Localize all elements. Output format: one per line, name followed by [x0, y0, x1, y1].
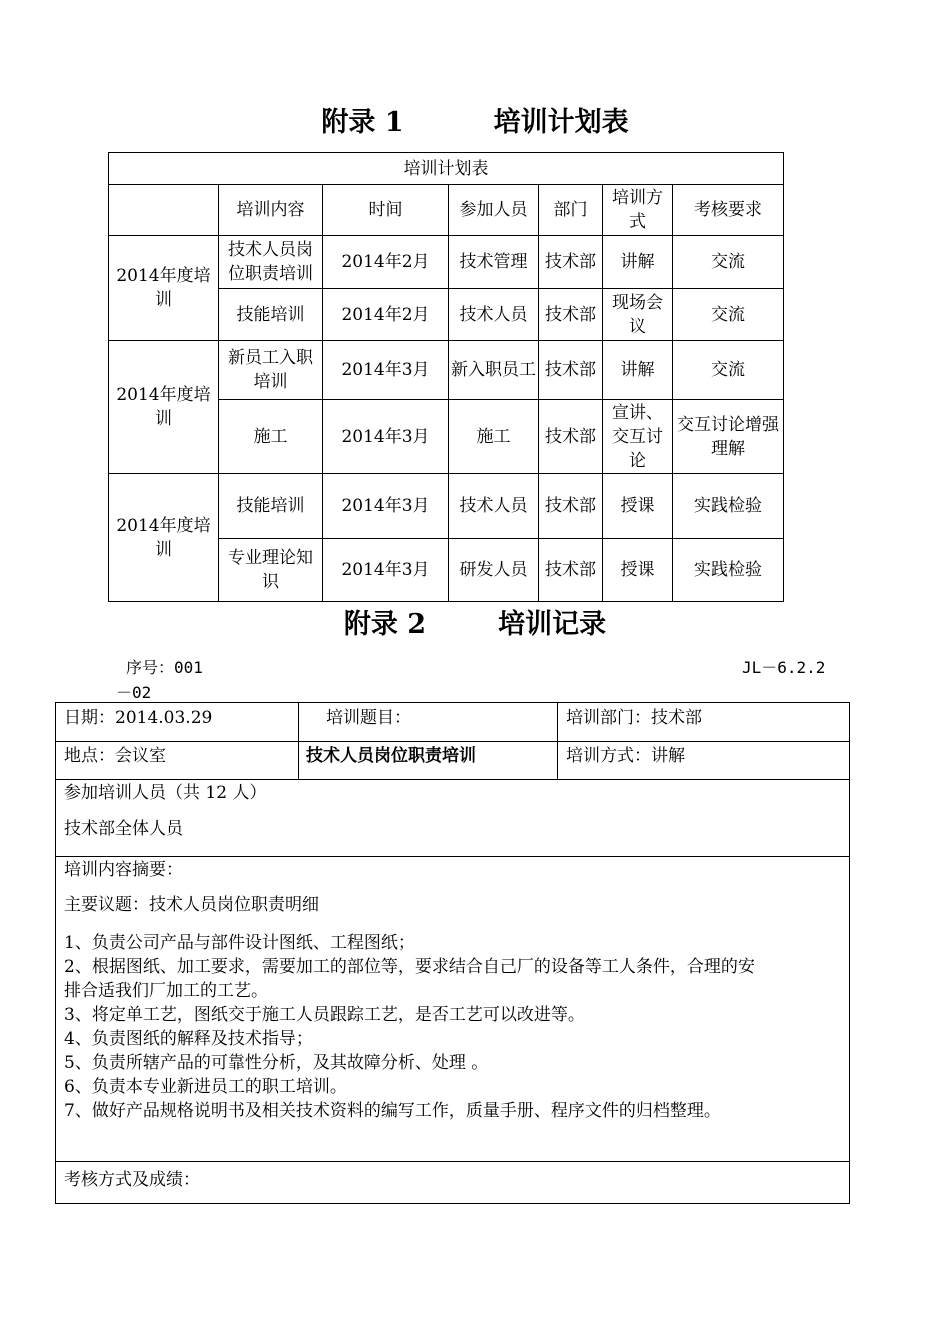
table-cell: 授课: [603, 539, 673, 602]
table-cell: 技术部: [539, 289, 603, 341]
table-row: [109, 236, 784, 289]
participants-label: 参加培训人员（共 12 人）: [64, 783, 267, 803]
table-cell: 新员工入职培训: [219, 341, 323, 400]
table-cell: 施工: [449, 400, 539, 474]
plan-table-header-row: [109, 185, 784, 236]
list-item: 5、负责所辖产品的可靠性分析，及其故障分析、处理 。: [64, 1053, 489, 1073]
record-column-divider: [298, 703, 299, 779]
table-cell: 讲解: [603, 341, 673, 400]
appendix2-heading: [0, 602, 950, 642]
table-cell: 施工: [219, 400, 323, 474]
table-cell: 技术部: [539, 236, 603, 289]
table-cell: 现场会议: [603, 289, 673, 341]
training-plan-table: [108, 152, 784, 602]
summary-label: 培训内容摘要：: [64, 860, 183, 880]
table-cell: 2014年2月: [323, 236, 449, 289]
list-item: 3、将定单工艺，图纸交于施工人员跟踪工艺，是否工艺可以改进等。: [64, 1005, 585, 1025]
record-date: 日期：2014.03.29: [64, 708, 213, 728]
table-cell: 授课: [603, 474, 673, 539]
list-item: 6、负责本专业新进员工的职工培训。: [64, 1077, 347, 1097]
header-cell: 考核要求: [673, 185, 784, 236]
group-label-cell: 2014年度培训: [109, 474, 219, 602]
table-row: [109, 341, 784, 400]
plan-table-caption: 培训计划表: [109, 153, 784, 185]
table-cell: 技术人员: [449, 289, 539, 341]
table-cell: 实践检验: [673, 474, 784, 539]
appendix2-label: 附录 2: [343, 609, 427, 640]
appendix2-title: 培训记录: [498, 609, 607, 640]
serial-number: 序号：001: [126, 658, 203, 677]
record-location: 地点：会议室: [64, 746, 166, 766]
list-item: 7、做好产品规格说明书及相关技术资料的编写工作，质量手册、程序文件的归档整理。: [64, 1101, 721, 1121]
appendix1-heading: [0, 100, 950, 140]
table-cell: 宣讲、交互讨论: [603, 400, 673, 474]
serial-number-continued: －02: [116, 683, 152, 702]
appendix1-label: 附录 1: [321, 107, 404, 138]
record-department: 培训部门：技术部: [566, 708, 702, 728]
table-cell: 2014年3月: [323, 539, 449, 602]
list-item: 排合适我们厂加工的工艺。: [64, 981, 268, 1001]
participants-value: 技术部全体人员: [64, 819, 183, 839]
table-cell: 新入职员工: [449, 341, 539, 400]
header-cell: 培训方式: [603, 185, 673, 236]
table-cell: 技能培训: [219, 289, 323, 341]
list-item: 1、负责公司产品与部件设计图纸、工程图纸；: [64, 933, 415, 953]
table-cell: 2014年3月: [323, 400, 449, 474]
table-cell: 技术管理: [449, 236, 539, 289]
header-cell: [109, 185, 219, 236]
record-topic-label: 培训题目：: [326, 708, 411, 728]
table-cell: 专业理论知识: [219, 539, 323, 602]
table-cell: 讲解: [603, 236, 673, 289]
assessment-label: 考核方式及成绩：: [64, 1170, 200, 1190]
appendix1-title: 培训计划表: [493, 107, 629, 138]
table-cell: 技术部: [539, 539, 603, 602]
table-cell: 2014年3月: [323, 474, 449, 539]
table-cell: 实践检验: [673, 539, 784, 602]
table-cell: 研发人员: [449, 539, 539, 602]
table-cell: 技术部: [539, 400, 603, 474]
table-cell: 技能培训: [219, 474, 323, 539]
header-cell: 时间: [323, 185, 449, 236]
table-cell: 交流: [673, 236, 784, 289]
list-item: 4、负责图纸的解释及技术指导；: [64, 1029, 313, 1049]
list-item: 2、根据图纸、加工要求，需要加工的部位等，要求结合自己厂的设备等工人条件，合理的安: [64, 957, 755, 977]
table-cell: 技术人员岗位职责培训: [219, 236, 323, 289]
table-cell: 交互讨论增强理解: [673, 400, 784, 474]
table-cell: 技术部: [539, 341, 603, 400]
record-method: 培训方式：讲解: [566, 746, 685, 766]
table-row: [109, 474, 784, 539]
table-cell: 2014年3月: [323, 341, 449, 400]
header-cell: 部门: [539, 185, 603, 236]
table-cell: 技术部: [539, 474, 603, 539]
record-topic-value: 技术人员岗位职责培训: [306, 746, 476, 766]
summary-item-list: [64, 931, 755, 1123]
training-record-table: [55, 702, 850, 1204]
table-cell: 2014年2月: [323, 289, 449, 341]
table-cell: 交流: [673, 289, 784, 341]
document-number: JL－6.2.2: [742, 658, 826, 677]
record-column-divider: [557, 703, 558, 779]
group-label-cell: 2014年度培训: [109, 341, 219, 474]
table-cell: 交流: [673, 341, 784, 400]
summary-main-topic: 主要议题：技术人员岗位职责明细: [64, 895, 319, 915]
header-cell: 参加人员: [449, 185, 539, 236]
header-cell: 培训内容: [219, 185, 323, 236]
group-label-cell: 2014年度培训: [109, 236, 219, 341]
table-cell: 技术人员: [449, 474, 539, 539]
